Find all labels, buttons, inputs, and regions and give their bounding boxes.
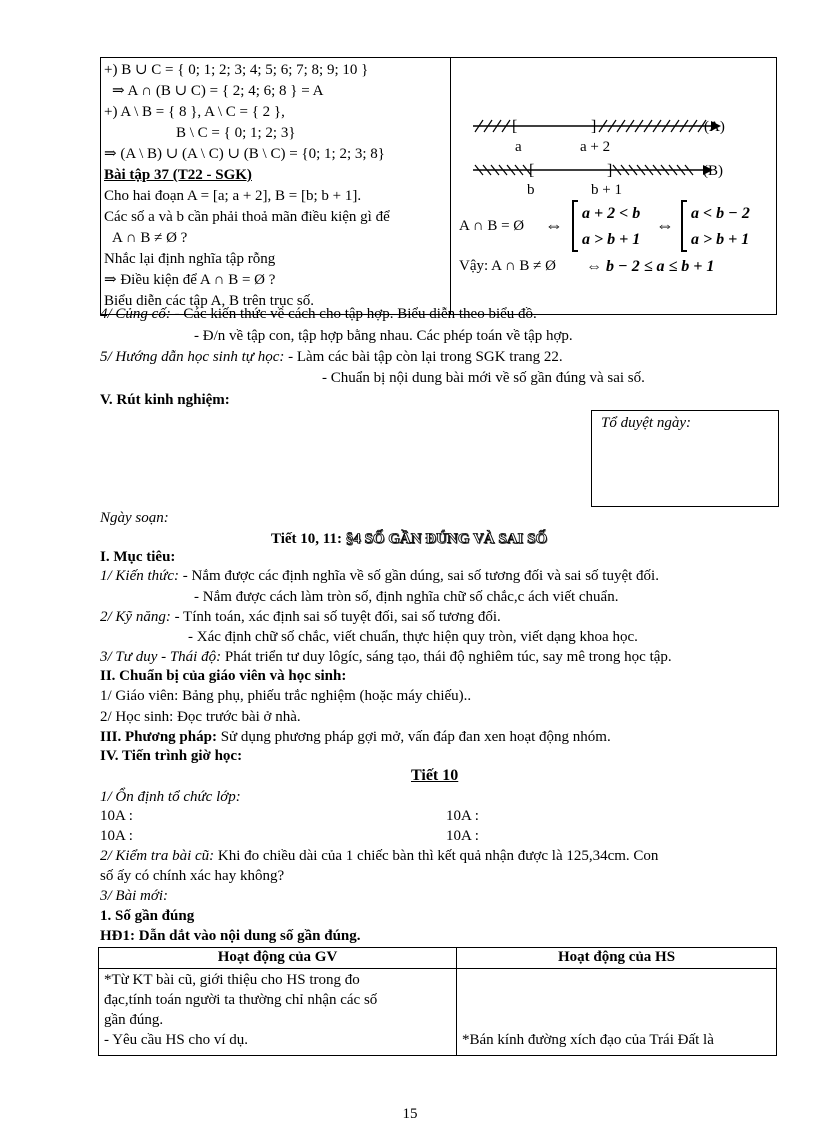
to-duyet-label: Tổ duyệt ngày: xyxy=(601,415,691,431)
ngay-soan-label: Ngày soạn: xyxy=(100,510,169,526)
muc-tieu-heading: I. Mục tiêu: xyxy=(100,549,176,565)
text-line: Cho hai đoạn A = [a; a + 2], B = [b; b + 1]. xyxy=(104,188,362,204)
equiv-symbol: ⇔ xyxy=(656,215,674,235)
ky-nang-label: 2/ Kỹ năng: xyxy=(100,609,171,625)
kiem-tra-line-2: số ấy có chính xác hay không? xyxy=(100,868,285,884)
gv-line: đạc,tính toán người ta thường chỉ nhận các số xyxy=(104,992,378,1008)
tu-duy-label: 3/ Tư duy - Thái độ: xyxy=(100,649,222,665)
hoc-sinh-line: 2/ Học sinh: Đọc trước bài ở nhà. xyxy=(100,709,301,725)
phuong-phap-line xyxy=(100,727,611,747)
text-line: ⇒ A ∩ (B ∪ C) = { 2; 4; 6; 8 } = A xyxy=(112,83,324,99)
conclusion-prefix: Vậy: A ∩ B ≠ Ø xyxy=(459,258,556,274)
axis-label: b + 1 xyxy=(591,182,622,198)
condition-lhs: A ∩ B = Ø xyxy=(459,218,525,234)
text-line: ⇒ Điều kiện để A ∩ B = Ø ? xyxy=(104,272,276,288)
number-line-diagram xyxy=(451,58,776,308)
rut-kinh-nghiem-heading: V. Rút kinh nghiệm: xyxy=(100,392,230,408)
text-line: A ∩ B ≠ Ø ? xyxy=(112,230,188,246)
text-line: +) A \ B = { 8 }, A \ C = { 2 }, xyxy=(104,104,285,120)
text-line: B \ C = { 0; 1; 2; 3} xyxy=(176,125,296,141)
conclusion-result: ⇔ b − 2 ≤ a ≤ b + 1 xyxy=(586,258,715,275)
bracket-open: [ xyxy=(512,118,518,135)
axis-label: a + 2 xyxy=(580,139,611,155)
gv-line: - Yêu cầu HS cho ví dụ. xyxy=(104,1032,248,1048)
huong-dan-label: 5/ Hướng dẫn học sinh tự học: xyxy=(100,349,285,365)
lesson-title xyxy=(271,529,547,549)
tu-duy-text: Phát triển tư duy lôgíc, sáng tạo, thái độ nghiêm túc, say mê trong học tập. xyxy=(221,649,672,665)
conclusion xyxy=(459,258,714,275)
kien-thuc-line-1 xyxy=(100,566,659,586)
bracket-close: ] xyxy=(591,118,597,135)
header-gv: Hoạt động của GV xyxy=(99,948,457,969)
axis-b xyxy=(473,162,723,198)
equiv-symbol: ⇔ xyxy=(545,215,563,235)
cung-co-line-2: - Đ/n về tập con, tập hợp bằng nhau. Các phép toán về tập hợp. xyxy=(194,328,573,344)
kien-thuc-label: 1/ Kiến thức: xyxy=(100,568,179,584)
ky-nang-line-1 xyxy=(100,607,501,627)
class-entry: 10A : xyxy=(100,828,133,844)
ky-nang-line-2: - Xác định chữ số chắc, viết chuẩn, thực hiện quy tròn, viết dạng khoa học. xyxy=(188,629,638,645)
class-entry: 10A : xyxy=(446,808,479,824)
cung-co-line-1 xyxy=(100,304,537,324)
system-row: a > b + 1 xyxy=(691,231,750,248)
kien-thuc-line-2: - Nắm được cách làm tròn số, định nghĩa chữ số chắc,c ách viết chuẩn. xyxy=(194,589,619,605)
bracket-close: ] xyxy=(607,162,613,179)
huong-dan-text: - Làm các bài tập còn lại trong SGK trang 22. xyxy=(284,349,563,365)
gv-line: gần đúng. xyxy=(104,1012,164,1028)
text-line: Nhắc lại định nghĩa tập rỗng xyxy=(104,251,276,267)
phuong-phap-label: III. Phương pháp: xyxy=(100,729,217,745)
exercise-left-cell xyxy=(101,58,451,315)
exercise-title: Bài tập 37 (T22 - SGK) xyxy=(104,167,252,183)
cung-co-text: - Các kiến thức về cách cho tập hợp. Biểu diễn theo biểu đồ. xyxy=(170,306,537,322)
class-entry: 10A : xyxy=(100,808,133,824)
kiem-tra-label: 2/ Kiểm tra bài cũ: xyxy=(100,848,215,864)
axis-label: a xyxy=(515,139,522,155)
system-row: a < b − 2 xyxy=(691,205,750,222)
hd1-heading: HĐ1: Dẫn dắt vào nội dung số gần đúng. xyxy=(100,928,361,944)
bai-moi-label: 3/ Bài mới: xyxy=(100,888,168,904)
set-label: (A) xyxy=(704,119,725,135)
cung-co-label: 4/ Củng cố: xyxy=(100,306,171,322)
gv-line: *Từ KT bài cũ, giới thiệu cho HS trong đo xyxy=(104,972,360,988)
phuong-phap-text: Sử dụng phương pháp gợi mở, vấn đáp đan xen hoạt động nhóm. xyxy=(216,729,611,745)
hs-cell xyxy=(457,969,777,1056)
text-line: Các số a và b cần phải thoả mãn điều kiện gì để xyxy=(104,209,390,225)
text-line: +) B ∪ C = { 0; 1; 2; 3; 4; 5; 6; 7; 8; 9; 10 } xyxy=(104,62,369,78)
exercise-right-cell xyxy=(451,58,777,315)
on-dinh-label: 1/ Ổn định tổ chức lớp: xyxy=(100,789,241,805)
exercise-table xyxy=(100,57,777,315)
lesson-title-prefix: Tiết 10, 11: xyxy=(271,531,346,547)
gv-cell xyxy=(99,969,457,1056)
kiem-tra-text: Khi đo chiều dài của 1 chiếc bàn thì kết quả nhận được là 125,34cm. Con xyxy=(214,848,659,864)
so-gan-dung-heading: 1. Số gần đúng xyxy=(100,908,195,924)
tiet-10-heading: Tiết 10 xyxy=(411,767,459,784)
huong-dan-line-2: - Chuẩn bị nội dung bài mới về số gần đúng và sai số. xyxy=(322,370,645,386)
huong-dan-line-1 xyxy=(100,347,563,367)
kien-thuc-text: - Nắm được các định nghĩa về số gần dúng, sai số tương đối và sai số tuyệt đối. xyxy=(179,568,659,584)
class-entry: 10A : xyxy=(446,828,479,844)
ky-nang-text: - Tính toán, xác định sai số tuyệt đối, sai số tương đối. xyxy=(170,609,501,625)
axis-label: b xyxy=(527,182,535,198)
bracket-open: [ xyxy=(529,162,535,179)
approval-stamp-box xyxy=(591,410,779,507)
tien-trinh-heading: IV. Tiến trình giờ học: xyxy=(100,748,243,764)
kiem-tra-line-1 xyxy=(100,846,658,866)
tu-duy-line xyxy=(100,647,672,667)
chuan-bi-heading: II. Chuẩn bị của giáo viên và học sinh: xyxy=(100,668,347,684)
page-number: 15 xyxy=(402,1106,418,1122)
set-label: (B) xyxy=(703,163,723,179)
header-hs: Hoạt động của HS xyxy=(457,948,777,969)
lesson-title-main: §4 SỐ GẦN ĐÚNG VÀ SAI SỐ xyxy=(345,531,548,547)
system-row: a + 2 < b xyxy=(582,205,641,222)
activity-table xyxy=(98,947,777,1056)
text-line: Biểu diễn các tập A, B trên trục số. xyxy=(104,293,314,309)
giao-vien-line: 1/ Giáo viên: Bảng phụ, phiếu trắc nghiệm (hoặc máy chiếu).. xyxy=(100,688,472,704)
axis-a xyxy=(473,118,725,155)
hs-line: *Bán kính đường xích đạo của Trái Đất là xyxy=(462,1032,714,1048)
condition-formula xyxy=(459,201,750,251)
system-row: a > b + 1 xyxy=(582,231,641,248)
text-line: ⇒ (A \ B) ∪ (A \ C) ∪ (B \ C) = {0; 1; 2; 3; 8} xyxy=(104,146,385,162)
